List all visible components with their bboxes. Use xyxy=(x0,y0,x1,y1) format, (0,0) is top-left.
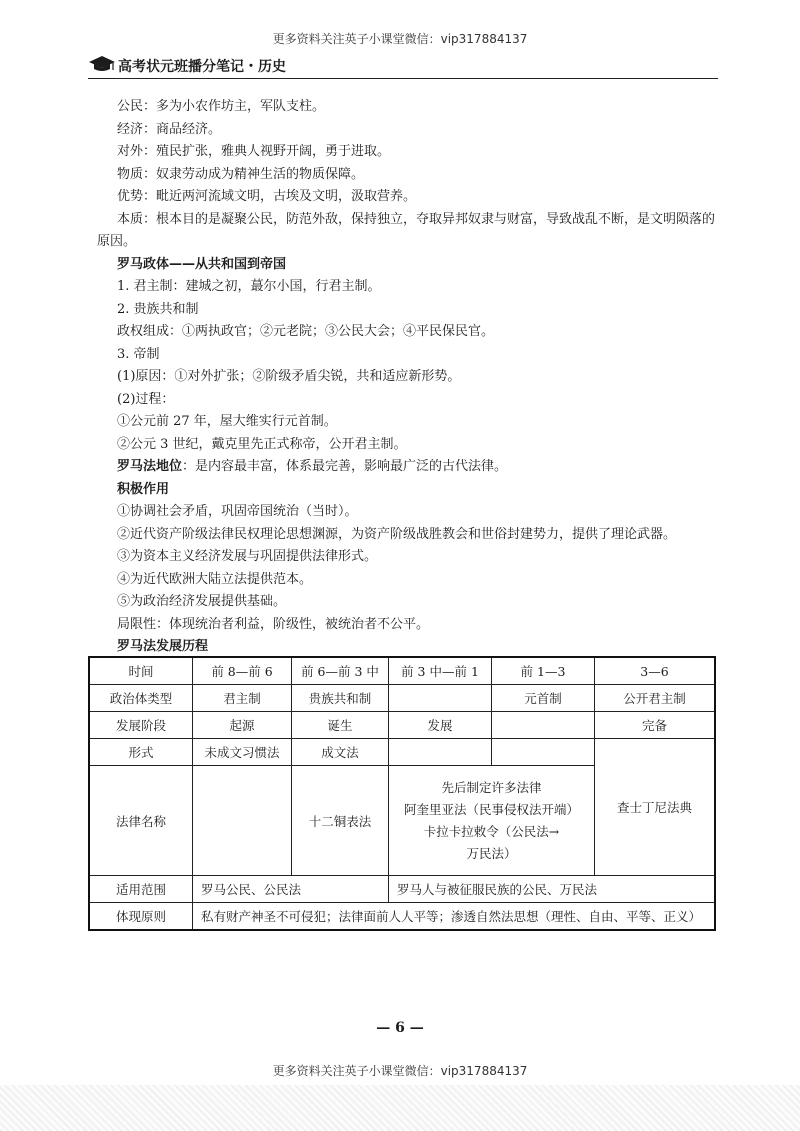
text-line: 局限性：体现统治者利益，阶级性，被统治者不公平。 xyxy=(117,616,430,632)
table-cell: 体现原则 xyxy=(89,903,193,931)
text-line: ④为近代欧洲大陆立法提供范本。 xyxy=(117,571,313,587)
text-line: ⑤为政治经济发展提供基础。 xyxy=(117,594,287,609)
table-row-scope xyxy=(89,876,715,903)
text-line: ②公元 3 世纪，戴克里先正式称帝，公开君主制。 xyxy=(117,436,407,452)
text-line: ①协调社会矛盾，巩固帝国统治（当时）。 xyxy=(117,504,358,519)
section-heading: 罗马法发展历程 xyxy=(117,639,209,654)
table-cell: 诞生 xyxy=(292,712,389,739)
table-row-time xyxy=(89,657,715,685)
text-line: 3. 帝制 xyxy=(117,346,160,362)
text-line: 2. 贵族共和制 xyxy=(117,301,199,317)
scan-noise-decoration xyxy=(0,1085,800,1131)
section-heading: 罗马政体——从共和国到帝国 xyxy=(117,256,287,272)
table-cell: 罗马人与被征服民族的公民、万民法 xyxy=(389,876,716,903)
table-row-principle xyxy=(89,903,715,931)
inline-text: ：是内容最丰富，体系最完善，影响最广泛的古代法律。 xyxy=(182,459,508,474)
table-cell xyxy=(492,739,595,766)
text-line: ①公元前 27 年，屋大维实行元首制。 xyxy=(117,414,337,429)
table-cell: 适用范围 xyxy=(89,876,193,903)
table-cell: 起源 xyxy=(193,712,292,739)
table-cell xyxy=(492,712,595,739)
top-watermark: 更多资料关注英子小课堂微信：vip317884137 xyxy=(272,32,528,46)
table-cell: 时间 xyxy=(89,657,193,685)
roman-law-table xyxy=(88,656,716,931)
page-number: — 6 — xyxy=(376,1020,424,1036)
inline-label: 罗马法地位 xyxy=(117,459,183,474)
table-row-form xyxy=(89,739,715,766)
table-cell: 前 3 中—前 1 xyxy=(389,657,492,685)
text-line: (2)过程： xyxy=(117,391,175,407)
notes-body xyxy=(97,96,717,659)
table-row-stage xyxy=(89,712,715,739)
table-cell: 元首制 xyxy=(492,685,595,712)
section-heading: 积极作用 xyxy=(117,481,170,497)
text-line: 本质：根本目的是凝聚公民，防范外敌，保持独立，夺取异邦奴隶与财富，导致战乱不断，是文明陨落的 xyxy=(117,211,716,227)
table-cell: 完备 xyxy=(595,712,716,739)
table-cell: 前 1—3 xyxy=(492,657,595,685)
table-cell: 形式 xyxy=(89,739,193,766)
text-line: ②近代资产阶级法律民权理论思想渊源，为资产阶级战胜教会和世俗封建势力，提供了理论武器。 xyxy=(117,526,677,542)
text-line: 优势：毗近两河流域文明，古埃及文明，汲取营养。 xyxy=(117,189,417,204)
text-line: 原因。 xyxy=(97,234,137,249)
text-line: (1)原因：①对外扩张；②阶级矛盾尖锐，共和适应新形势。 xyxy=(117,369,461,384)
bottom-watermark: 更多资料关注英子小课堂微信：vip317884137 xyxy=(272,1064,528,1078)
table-cell: 3—6 xyxy=(595,657,716,685)
text-line: 公民：多为小农作坊主，军队支柱。 xyxy=(117,99,326,114)
law-line: 万民法） xyxy=(466,845,517,861)
law-line: 阿奎里亚法（民事侵权法开端） xyxy=(403,801,579,817)
table-cell: 前 6—前 3 中 xyxy=(292,657,389,685)
law-line: 卡拉卡拉敕令（公民法→ xyxy=(423,823,560,839)
table-cell xyxy=(389,766,595,876)
graduation-cap-icon xyxy=(88,54,116,78)
table-cell: 未成文习惯法 xyxy=(193,739,292,766)
text-line: ③为资本主义经济发展与巩固提供法律形式。 xyxy=(117,549,378,564)
table-cell: 发展阶段 xyxy=(89,712,193,739)
text-line: 物质：奴隶劳动成为精神生活的物质保障。 xyxy=(117,166,365,182)
table-cell: 法律名称 xyxy=(89,766,193,876)
text-line: 政权组成：①两执政官；②元老院；③公民大会；④平民保民官。 xyxy=(117,324,495,339)
table-cell: 贵族共和制 xyxy=(292,685,389,712)
table-cell xyxy=(595,739,716,876)
table-cell: 发展 xyxy=(389,712,492,739)
table-cell-text: 查士丁尼法典 xyxy=(616,800,692,815)
table-cell xyxy=(389,739,492,766)
table-cell: 成文法 xyxy=(292,739,389,766)
table-cell: 十二铜表法 xyxy=(292,766,389,876)
text-line: 经济：商品经济。 xyxy=(117,121,222,137)
table-cell: 前 8—前 6 xyxy=(193,657,292,685)
running-header xyxy=(88,52,718,79)
header-title: 高考状元班播分笔记・历史 xyxy=(118,59,286,75)
text-line: 对外：殖民扩张，雅典人视野开阔，勇于进取。 xyxy=(117,144,391,159)
table-cell: 政治体类型 xyxy=(89,685,193,712)
text-line: 1. 君主制：建城之初，蕞尔小国，行君主制。 xyxy=(117,279,381,294)
table-cell xyxy=(193,766,292,876)
table-row-polity xyxy=(89,685,715,712)
text-line xyxy=(117,456,717,479)
table-cell: 公开君主制 xyxy=(595,685,716,712)
table-cell: 罗马公民、公民法 xyxy=(193,876,389,903)
table-cell: 君主制 xyxy=(193,685,292,712)
table-cell xyxy=(389,685,492,712)
table-cell: 私有财产神圣不可侵犯；法律面前人人平等；渗透自然法思想（理性、自由、平等、正义） xyxy=(193,903,716,931)
law-line: 先后制定许多法律 xyxy=(441,779,542,795)
